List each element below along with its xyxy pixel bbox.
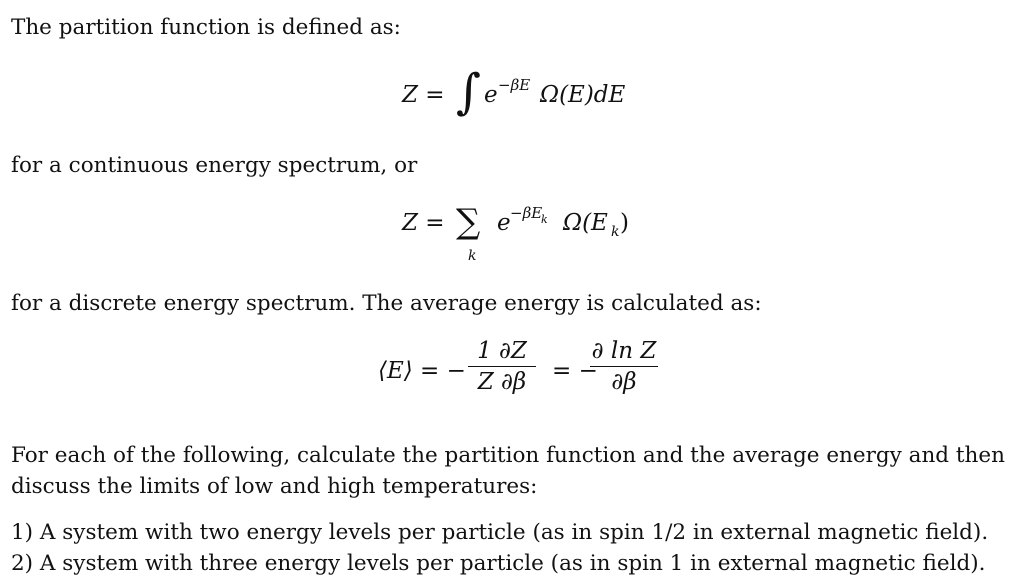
eq3-mid: = − bbox=[552, 358, 598, 384]
eq1-base: e bbox=[484, 82, 498, 108]
eq3-frac2-denominator: ∂β bbox=[611, 369, 637, 395]
eq3-lhs: ⟨E⟩ = − bbox=[378, 358, 466, 384]
average-energy-equation bbox=[0, 338, 1024, 408]
eq3-frac2-bar bbox=[590, 366, 658, 367]
eq1-exponent: −βE bbox=[498, 76, 531, 94]
eq2-rest-sub: k bbox=[611, 224, 620, 240]
eq2-rest-b: ) bbox=[620, 210, 629, 236]
eq3-frac2-numerator: ∂ ln Z bbox=[591, 338, 657, 364]
sum-index: k bbox=[468, 248, 477, 264]
integral-sign: ∫ bbox=[456, 64, 482, 120]
eq3-fraction-1 bbox=[468, 338, 536, 395]
integral-equation bbox=[0, 64, 1024, 130]
list-item-1: 1) A system with two energy levels per particle (as in spin 1/2 in external magnetic field). bbox=[11, 520, 989, 545]
eq1-rest: Ω(E)dE bbox=[540, 82, 626, 108]
list-item-2: 2) A system with three energy levels per particle (as in spin 1 in external magnetic field). bbox=[11, 551, 986, 576]
eq2-rest-a: Ω(E bbox=[563, 210, 608, 236]
eq2-base: e bbox=[497, 210, 511, 236]
eq3-frac1-bar bbox=[468, 366, 536, 367]
eq3-frac1-denominator: Z ∂β bbox=[477, 369, 527, 395]
task-text-line-2: discuss the limits of low and high temperatures: bbox=[11, 474, 538, 499]
eq3-fraction-2 bbox=[590, 338, 658, 395]
discrete-text: for a discrete energy spectrum. The average energy is calculated as: bbox=[11, 291, 762, 316]
sum-sign: ∑ bbox=[456, 202, 481, 242]
intro-text: The partition function is defined as: bbox=[11, 15, 401, 40]
sum-equation bbox=[0, 200, 1024, 270]
continuous-text: for a continuous energy spectrum, or bbox=[11, 153, 418, 178]
eq3-frac1-numerator: 1 ∂Z bbox=[477, 338, 527, 364]
eq1-lhs: Z = bbox=[402, 82, 445, 108]
eq2-exponent-sub: k bbox=[541, 213, 548, 226]
eq2-exponent: −βE bbox=[510, 204, 543, 222]
eq2-lhs: Z = bbox=[402, 210, 445, 236]
task-text-line-1: For each of the following, calculate the partition function and the average energy and then bbox=[11, 443, 1005, 468]
